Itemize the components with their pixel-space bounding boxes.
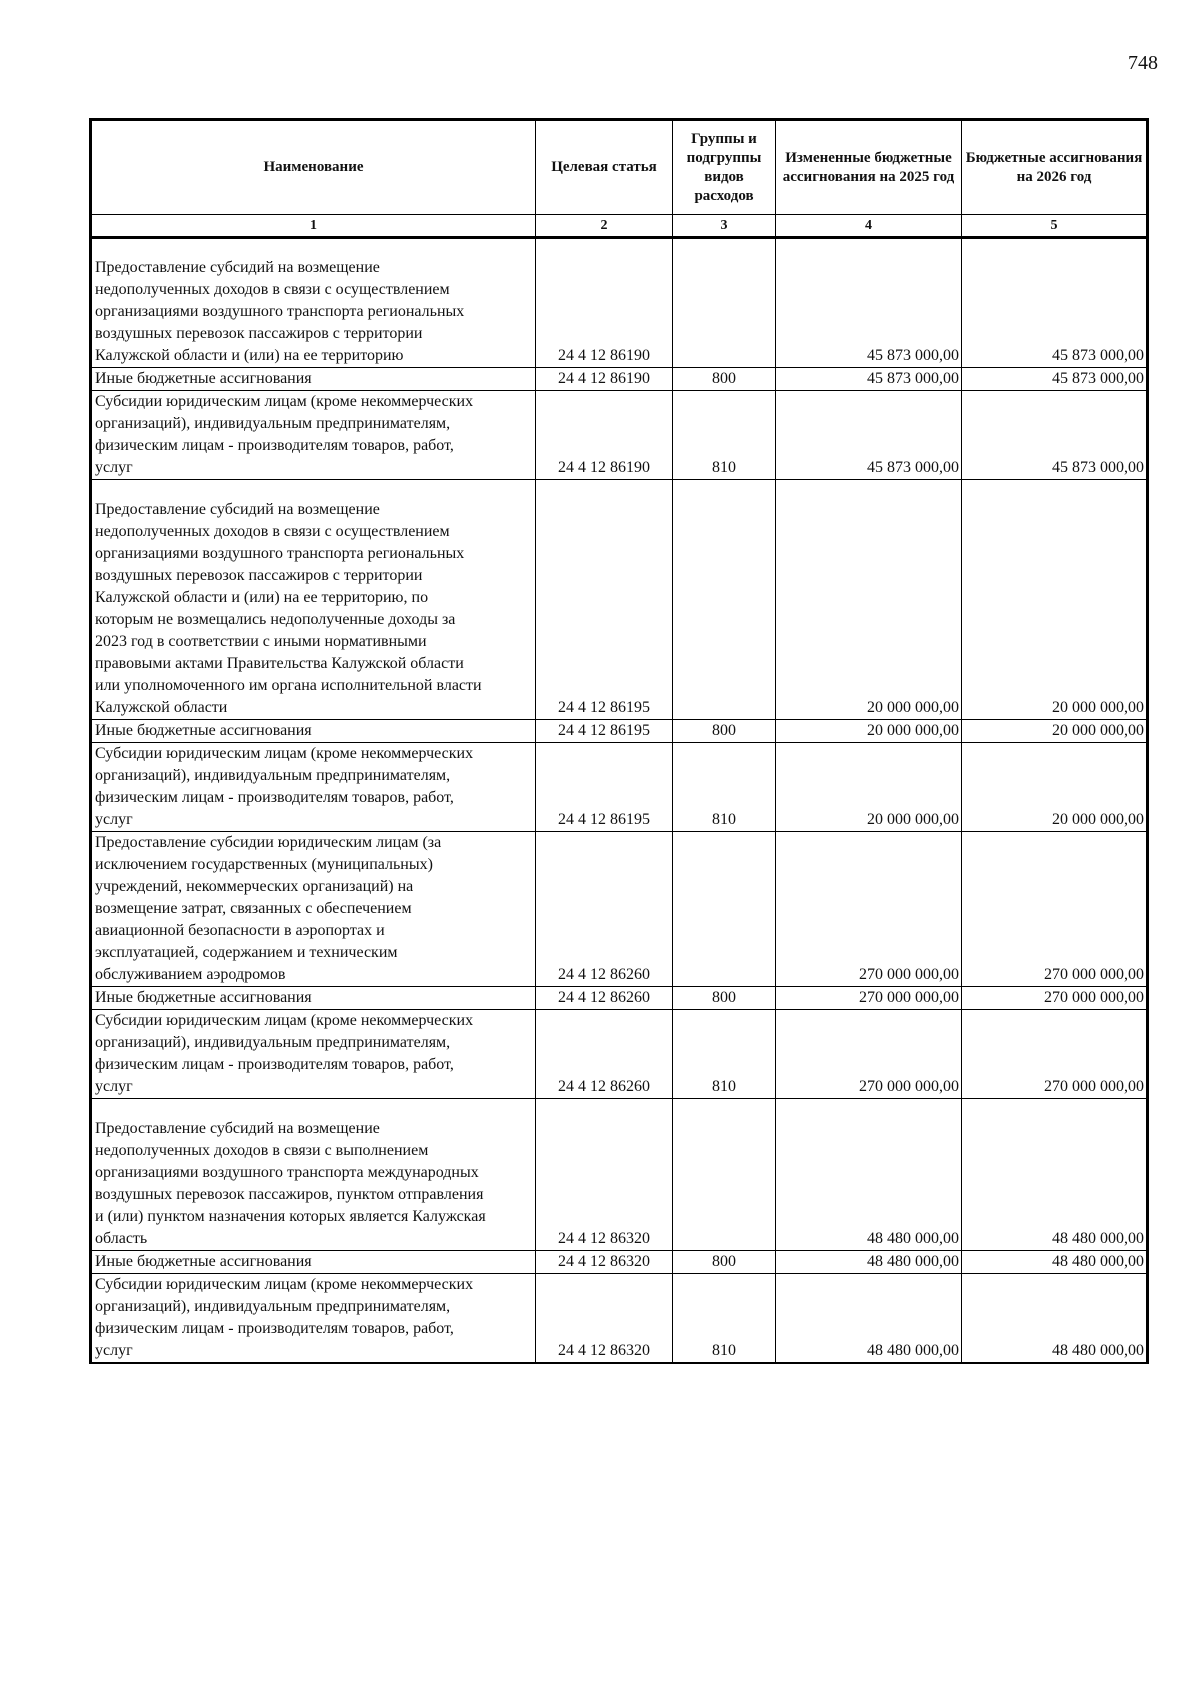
budget-table — [89, 118, 1149, 1364]
row-expense-group-cell — [673, 238, 776, 368]
row-target-article: 24 4 12 86260 — [558, 1078, 650, 1095]
row-name-cell — [91, 1010, 536, 1099]
row-name-cell — [91, 743, 536, 832]
row-amount-2025-cell — [776, 987, 962, 1010]
table-row — [91, 238, 1148, 368]
row-amount-2026: 20 000 000,00 — [1052, 722, 1144, 739]
row-amount-2025-cell — [776, 1274, 962, 1364]
column-number: 2 — [536, 215, 673, 238]
row-amount-2026-cell — [962, 1274, 1148, 1364]
row-expense-group: 810 — [712, 811, 736, 828]
column-number: 5 — [962, 215, 1148, 238]
row-amount-2026: 270 000 000,00 — [1044, 989, 1144, 1006]
row-target-article-cell — [536, 1251, 673, 1274]
row-amount-2025: 20 000 000,00 — [867, 699, 959, 716]
row-amount-2026-cell — [962, 743, 1148, 832]
row-target-article: 24 4 12 86260 — [558, 966, 650, 983]
table-row — [91, 832, 1148, 987]
row-name: Предоставление субсидии юридическим лицам (за исключением государственных (муниципальных) учреждений, некоммерческих организаций) на возмещение затрат, связанных с обеспечением авиационной безопасности в аэропортах и эксплуатацией, содержанием и техническим обслуживанием аэродромов — [95, 834, 442, 983]
header-row — [91, 120, 1148, 215]
row-amount-2025-cell — [776, 391, 962, 480]
row-name-cell — [91, 480, 536, 720]
row-amount-2026-cell — [962, 1010, 1148, 1099]
table-row — [91, 1251, 1148, 1274]
row-amount-2025: 270 000 000,00 — [859, 989, 959, 1006]
row-expense-group: 810 — [712, 1342, 736, 1359]
row-amount-2025-cell — [776, 368, 962, 391]
row-amount-2026: 270 000 000,00 — [1044, 1078, 1144, 1095]
row-name: Предоставление субсидий на возмещение недополученных доходов в связи с осуществлением организациями воздушного транспорта региональных воздушных перевозок пассажиров с территории Калужской области и (или) на ее территорию, по которым не возмещались недополученные доходы за 2023 год в соответствии с иными нормативными правовыми актами Правительства Калужской области или уполномоченного им органа исполнительной власти Калужской области — [95, 501, 482, 716]
row-target-article-cell — [536, 1274, 673, 1364]
row-name: Иные бюджетные ассигнования — [95, 1253, 312, 1270]
row-amount-2026-cell — [962, 391, 1148, 480]
row-amount-2026-cell — [962, 987, 1148, 1010]
row-name: Предоставление субсидий на возмещение недополученных доходов в связи с осуществлением организациями воздушного транспорта региональных воздушных перевозок пассажиров с территории Калужской области и (или) на ее территорию — [95, 259, 465, 364]
row-name-cell — [91, 987, 536, 1010]
column-number: 3 — [673, 215, 776, 238]
row-amount-2025: 20 000 000,00 — [867, 722, 959, 739]
header-expense-group: Группы и подгруппы видов расходов — [673, 120, 776, 215]
row-amount-2025: 45 873 000,00 — [867, 370, 959, 387]
row-amount-2025: 48 480 000,00 — [867, 1342, 959, 1359]
row-amount-2025-cell — [776, 238, 962, 368]
row-target-article: 24 4 12 86190 — [558, 347, 650, 364]
header-amount-2025: Измененные бюджетные ассигнования на 2025 год — [776, 120, 962, 215]
row-expense-group-cell — [673, 1274, 776, 1364]
column-number-row — [91, 215, 1148, 238]
row-target-article-cell — [536, 1099, 673, 1251]
row-amount-2025: 45 873 000,00 — [867, 459, 959, 476]
budget-table-body — [91, 238, 1148, 1364]
row-target-article-cell — [536, 1010, 673, 1099]
row-target-article-cell — [536, 720, 673, 743]
row-target-article-cell — [536, 368, 673, 391]
page-number: 748 — [1128, 52, 1158, 74]
row-name: Субсидии юридическим лицам (кроме некоммерческих организаций), индивидуальным предпринимателям, физическим лицам - производителям товаров, работ, услуг — [95, 393, 474, 476]
row-expense-group-cell — [673, 368, 776, 391]
row-amount-2026: 48 480 000,00 — [1052, 1230, 1144, 1247]
row-name: Субсидии юридическим лицам (кроме некоммерческих организаций), индивидуальным предпринимателям, физическим лицам - производителям товаров, работ, услуг — [95, 745, 474, 828]
row-name-cell — [91, 391, 536, 480]
header-name: Наименование — [91, 120, 536, 215]
row-target-article: 24 4 12 86195 — [558, 699, 650, 716]
row-name: Иные бюджетные ассигнования — [95, 989, 312, 1006]
row-name: Иные бюджетные ассигнования — [95, 722, 312, 739]
table-row — [91, 743, 1148, 832]
row-amount-2025-cell — [776, 720, 962, 743]
row-target-article: 24 4 12 86320 — [558, 1253, 650, 1270]
row-target-article: 24 4 12 86320 — [558, 1342, 650, 1359]
row-amount-2026: 48 480 000,00 — [1052, 1342, 1144, 1359]
row-target-article-cell — [536, 480, 673, 720]
row-expense-group-cell — [673, 832, 776, 987]
row-amount-2026-cell — [962, 1251, 1148, 1274]
row-amount-2025: 20 000 000,00 — [867, 811, 959, 828]
row-target-article: 24 4 12 86190 — [558, 459, 650, 476]
row-amount-2025-cell — [776, 1251, 962, 1274]
row-expense-group-cell — [673, 720, 776, 743]
row-amount-2026: 45 873 000,00 — [1052, 459, 1144, 476]
row-amount-2026: 45 873 000,00 — [1052, 347, 1144, 364]
row-amount-2026-cell — [962, 368, 1148, 391]
row-target-article: 24 4 12 86195 — [558, 811, 650, 828]
column-number: 1 — [91, 215, 536, 238]
row-amount-2025-cell — [776, 743, 962, 832]
row-amount-2026: 45 873 000,00 — [1052, 370, 1144, 387]
row-amount-2025: 48 480 000,00 — [867, 1253, 959, 1270]
row-name: Иные бюджетные ассигнования — [95, 370, 312, 387]
row-target-article: 24 4 12 86195 — [558, 722, 650, 739]
row-expense-group-cell — [673, 987, 776, 1010]
row-name: Предоставление субсидий на возмещение недополученных доходов в связи с выполнением организациями воздушного транспорта международных воздушных перевозок пассажиров, пунктом отправления и (или) пунктом назначения которых является Калужская область — [95, 1120, 486, 1247]
row-amount-2026: 48 480 000,00 — [1052, 1253, 1144, 1270]
row-name: Субсидии юридическим лицам (кроме некоммерческих организаций), индивидуальным предпринимателям, физическим лицам - производителям товаров, работ, услуг — [95, 1276, 474, 1359]
row-amount-2025: 270 000 000,00 — [859, 1078, 959, 1095]
row-amount-2026: 270 000 000,00 — [1044, 966, 1144, 983]
row-name-cell — [91, 832, 536, 987]
table-row — [91, 987, 1148, 1010]
row-expense-group: 800 — [712, 370, 736, 387]
row-target-article-cell — [536, 832, 673, 987]
row-expense-group: 800 — [712, 722, 736, 739]
row-name-cell — [91, 720, 536, 743]
row-amount-2025-cell — [776, 480, 962, 720]
row-amount-2026: 20 000 000,00 — [1052, 699, 1144, 716]
row-expense-group: 810 — [712, 459, 736, 476]
header-amount-2026: Бюджетные ассигнования на 2026 год — [962, 120, 1148, 215]
row-amount-2025: 45 873 000,00 — [867, 347, 959, 364]
row-name-cell — [91, 1099, 536, 1251]
row-target-article: 24 4 12 86190 — [558, 370, 650, 387]
column-number: 4 — [776, 215, 962, 238]
row-expense-group-cell — [673, 1251, 776, 1274]
row-name-cell — [91, 238, 536, 368]
row-amount-2026-cell — [962, 720, 1148, 743]
row-amount-2026-cell — [962, 1099, 1148, 1251]
table-row — [91, 391, 1148, 480]
row-expense-group-cell — [673, 480, 776, 720]
row-name-cell — [91, 1251, 536, 1274]
table-row — [91, 720, 1148, 743]
row-amount-2025: 48 480 000,00 — [867, 1230, 959, 1247]
row-amount-2026-cell — [962, 832, 1148, 987]
row-amount-2025-cell — [776, 832, 962, 987]
row-name-cell — [91, 368, 536, 391]
row-expense-group-cell — [673, 1099, 776, 1251]
table-row — [91, 368, 1148, 391]
table-row — [91, 1099, 1148, 1251]
row-expense-group: 810 — [712, 1078, 736, 1095]
row-target-article-cell — [536, 391, 673, 480]
row-expense-group-cell — [673, 391, 776, 480]
row-expense-group-cell — [673, 1010, 776, 1099]
header-target-article: Целевая статья — [536, 120, 673, 215]
row-amount-2026-cell — [962, 238, 1148, 368]
row-name: Субсидии юридическим лицам (кроме некоммерческих организаций), индивидуальным предпринимателям, физическим лицам - производителям товаров, работ, услуг — [95, 1012, 474, 1095]
table-row — [91, 480, 1148, 720]
row-target-article-cell — [536, 987, 673, 1010]
row-amount-2025-cell — [776, 1099, 962, 1251]
row-expense-group-cell — [673, 743, 776, 832]
table-row — [91, 1010, 1148, 1099]
row-target-article: 24 4 12 86260 — [558, 989, 650, 1006]
row-expense-group: 800 — [712, 989, 736, 1006]
row-amount-2026: 20 000 000,00 — [1052, 811, 1144, 828]
row-target-article-cell — [536, 238, 673, 368]
row-amount-2026-cell — [962, 480, 1148, 720]
table-row — [91, 1274, 1148, 1364]
row-target-article: 24 4 12 86320 — [558, 1230, 650, 1247]
row-amount-2025: 270 000 000,00 — [859, 966, 959, 983]
row-name-cell — [91, 1274, 536, 1364]
row-amount-2025-cell — [776, 1010, 962, 1099]
row-expense-group: 800 — [712, 1253, 736, 1270]
row-target-article-cell — [536, 743, 673, 832]
